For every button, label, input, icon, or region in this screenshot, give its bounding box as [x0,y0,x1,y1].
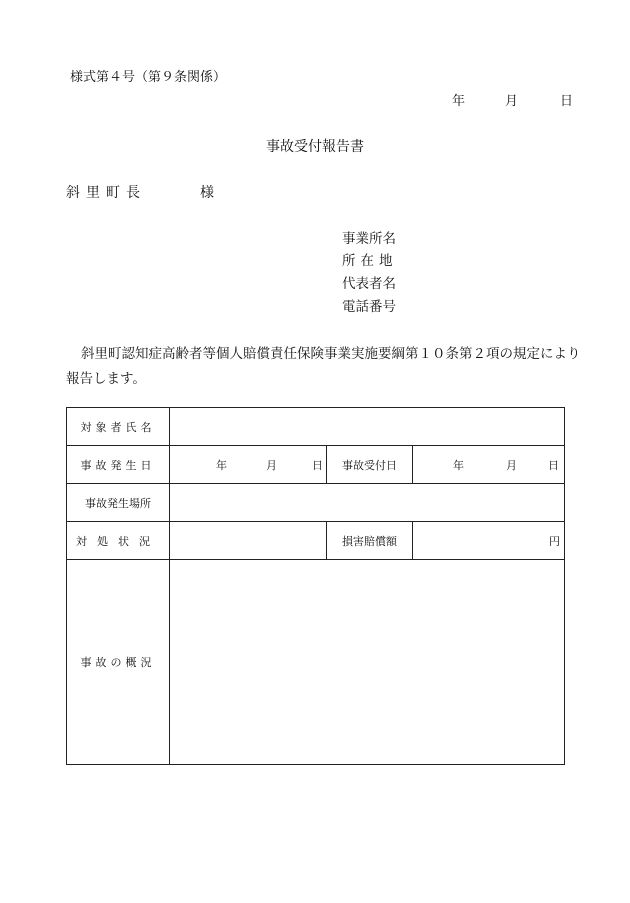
table-row [67,484,565,522]
compensation-unit: 円 [549,534,560,548]
representative-label: 代表者名 [342,276,396,292]
accident-date-month: 月 [266,458,277,472]
response-field[interactable] [170,522,327,560]
date-year-label: 年 [452,94,466,109]
accident-date-field[interactable] [170,446,327,484]
accident-date-label: 事故発生日 [67,446,170,484]
accident-place-label: 事故発生場所 [67,484,170,522]
body-paragraph: 斜里町認知症高齢者等個人賠償責任保険事業実施要綱第１０条第２項の規定により報告します。 [66,346,581,387]
reception-date-field[interactable] [413,446,565,484]
accident-place-field[interactable] [170,484,565,522]
table-row [67,560,565,765]
addressee-name: 斜里町長 [66,185,146,201]
table-row [67,408,565,446]
subject-name-label: 対象者氏名 [67,408,170,446]
address-label: 所在地 [342,253,398,269]
reception-date-month: 月 [506,458,517,472]
office-name-label: 事業所名 [342,231,396,247]
phone-label: 電話番号 [342,299,396,315]
date-day-label: 日 [560,94,574,109]
response-label: 対処状況 [67,522,170,560]
subject-name-field[interactable] [170,408,565,446]
reception-date-label: 事故受付日 [327,446,413,484]
table-row [67,522,565,560]
table-row [67,446,565,484]
summary-label: 事故の概況 [67,560,170,765]
compensation-label: 損害賠償額 [327,522,413,560]
accident-date-day: 日 [312,458,323,472]
document-title: 事故受付報告書 [266,139,364,155]
reception-date-year: 年 [453,458,464,472]
form-number: 様式第４号（第９条関係） [70,70,227,85]
summary-field[interactable] [170,560,565,765]
date-month-label: 月 [505,94,519,109]
report-table [66,407,565,765]
reception-date-day: 日 [548,458,559,472]
accident-date-year: 年 [216,458,227,472]
compensation-field[interactable] [413,522,565,560]
addressee-honorific: 様 [200,185,214,201]
